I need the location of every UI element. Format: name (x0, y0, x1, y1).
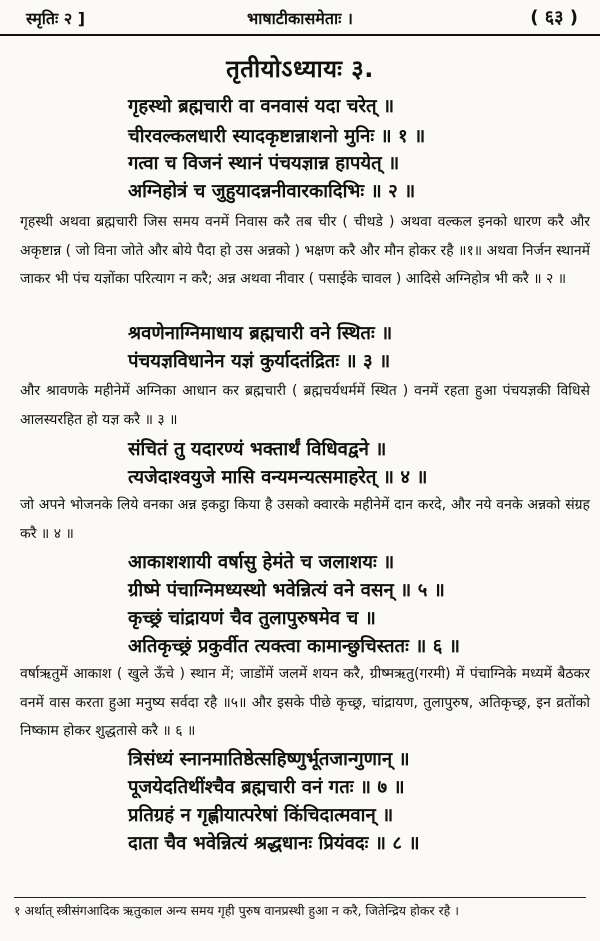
verse-line: श्रवणेनाग्निमाधाय ब्रह्मचारी वने स्थितः ॥ (128, 323, 393, 344)
commentary-paragraph: और श्रावणके महीनेमें अग्निका आधान कर ब्रह्मचारी ( ब्रह्मचर्यधर्ममें स्थित ) वनमें रहता हुआ पंचयज्ञकी विधिसे आलस्यरहित हो यज्ञ करै ॥ ३ ॥ (20, 383, 590, 428)
verse-line: अतिकृच्छ्रं प्रकुर्वीत त्यक्त्वा कामान्छुचिस्ततः ॥ ६ ॥ (128, 636, 460, 657)
header-book-title: भाषाटीकासमेताः । (247, 9, 353, 28)
footnote-divider (14, 897, 586, 898)
verse-line: आकाशशायी वर्षासु हेमंते च जलाशयः ॥ (128, 552, 395, 573)
running-header (0, 0, 600, 36)
verse-line: गत्वा च विजनं स्थानं पंचयज्ञान्न हापयेत् ॥ (128, 153, 400, 174)
page-number: ( ६३ ) (530, 7, 578, 28)
verse-line: दाता चैव भवेन्नित्यं श्रद्धधानः प्रियंवदः ॥ ८ ॥ (128, 833, 420, 854)
verse-line: संचितं तु यदारण्यं भक्तार्थं विधिवद्वने ॥ (128, 439, 387, 460)
header-section-label: स्मृतिः २ ] (26, 9, 86, 28)
verse-line: प्रतिग्रहं न गृह्णीयात्परेषां किंचिदात्मवान् ॥ (128, 805, 394, 826)
commentary-paragraph: जो अपने भोजनके लिये वनका अन्न इकट्ठा किया है उसको क्वारके महीनेमें दान करदे, और नये वनके अन्नको संग्रह करै ॥ ४ ॥ (20, 497, 590, 542)
verse-line: त्रिसंध्यं स्नानमातिष्ठेत्सहिष्णुर्भूतजान्गुणान् ॥ (128, 749, 410, 770)
verse-line: पूजयेदतिथींश्चैव ब्रह्मचारी वनं गतः ॥ ७ ॥ (128, 777, 405, 798)
verse-line: कृच्छ्रं चांद्रायणं चैव तुलापुरुषमेव च ॥ (128, 608, 376, 629)
verse-line: ग्रीष्मे पंचाग्निमध्यस्थो भवेन्नित्यं वने वसन् ॥ ५ ॥ (128, 580, 445, 601)
verse-line: अग्निहोत्रं च जुहुयादन्ननीवारकादिभिः ॥ २ ॥ (128, 181, 416, 202)
verse-line: पंचयज्ञविधानेन यज्ञं कुर्यादतंद्रितः ॥ ३ ॥ (128, 351, 391, 372)
verse-line: त्यजेदाश्वयुजे मासि वन्यमन्यत्समाहरेत् ॥ ४ ॥ (128, 467, 428, 488)
commentary-paragraph: गृहस्थी अथवा ब्रह्मचारी जिस समय वनमें निवास करै तब चीर ( चीथडे ) अथवा वल्कल इनको धारण करै और अकृष्टान्न ( जो विना जोते और बोये पैदा हो उस अन्नको ) भक्षण करै और मौन होकर रहै ॥१॥ अथवा निर्जन स्थानमें जाकर भी पंच यज्ञोंका परित्याग न करै; अन्न अथवा नीवार ( पसाईके चावल ) आदिसे अग्निहोत्र भी करै ॥ २ ॥ (20, 214, 591, 287)
verse-line: चीरवल्कलधारी स्यादकृष्टान्नाशनो मुनिः ॥ १ ॥ (128, 126, 426, 147)
chapter-title: तृतीयोऽध्यायः ३. (226, 55, 374, 83)
commentary-paragraph: वर्षाऋतुमें आकाश ( खुले ऊँचे ) स्थान में; जाडोंमें जलमें शयन करै, ग्रीष्मऋतु(गरमी) में पंचाग्निके मध्यमें बैठकर वनमें वास करता हुआ मनुष्य सर्वदा रहै ॥५॥ और इसके पीछे कृच्छ्र, चांद्रायण, तुलापुरुष, अतिकृच्छ्र, इन व्रतोंको निष्काम होकर शुद्धतासे करै ॥ ६ ॥ (20, 666, 590, 739)
footnote: १ अर्थात् स्त्रीसंगआदिक ऋतुकाल अन्य समय गृही पुरुष वानप्रस्थी हुआ न करै, जितेन्द्रिय होकर रहै । (14, 903, 460, 918)
verse-line: गृहस्थो ब्रह्मचारी वा वनवासं यदा चरेत् ॥ (128, 96, 395, 117)
